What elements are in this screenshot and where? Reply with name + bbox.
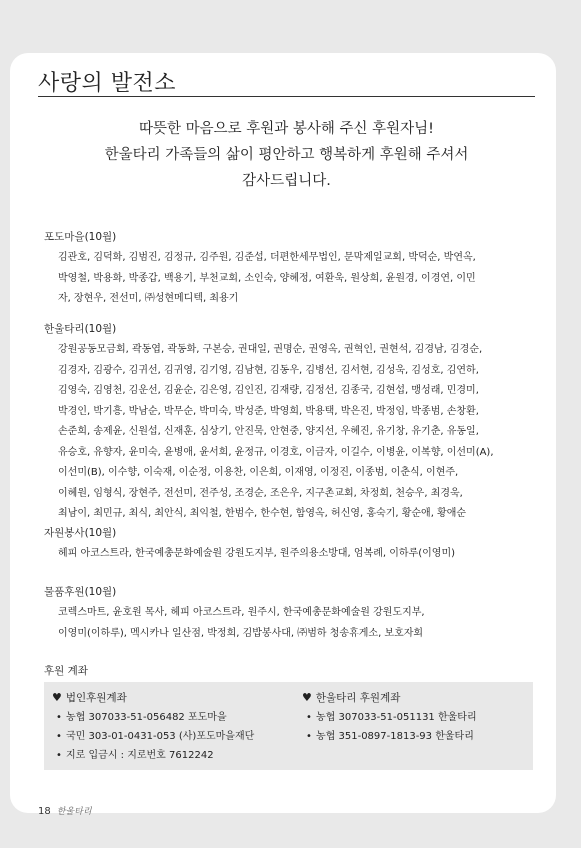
donor-line: 김관호, 김덕화, 김범진, 김정규, 김주원, 김준섭, 더편한세무법인, 문막제일교회, 박덕순, 박연옥, bbox=[58, 252, 476, 263]
section-title: 한울타리(10월) bbox=[44, 323, 117, 335]
accounts-title: 후원 계좌 bbox=[44, 665, 88, 677]
bullet-dot-icon: • bbox=[56, 712, 62, 723]
donor-list bbox=[44, 603, 550, 644]
hanultari-account-column bbox=[302, 688, 477, 746]
donor-line: 박영철, 박용화, 박종갑, 백용기, 부천교회, 소인숙, 양혜정, 여환욱, 원상희, 윤원경, 이경연, 이민 bbox=[58, 272, 476, 284]
thanks-line: 감사드립니다. bbox=[242, 173, 331, 189]
account-item: • 농협 307033-51-051131 한울타리 bbox=[302, 708, 477, 727]
account-heading: 한울타리 후원계좌 bbox=[315, 692, 401, 704]
corporate-account-column bbox=[52, 688, 254, 765]
donor-line: 박경인, 박기흥, 박남순, 박무순, 박미숙, 박성준, 박영희, 박용택, 박은진, 박정임, 박종범, 손창환, bbox=[58, 405, 479, 417]
account-item: • 지로 입금시 : 지로번호 7612242 bbox=[52, 746, 254, 765]
donor-line: 김경자, 김광수, 김귀선, 김귀영, 김기영, 김남현, 김동우, 김병선, 김서현, 김성욱, 김성호, 김연하, bbox=[58, 364, 479, 376]
donor-line: 이선미(B), 이수향, 이숙재, 이순정, 이용찬, 이은희, 이재영, 이정진, 이종범, 이춘식, 이현주, bbox=[58, 467, 459, 478]
section-goods bbox=[44, 584, 544, 644]
section-podomaeul bbox=[44, 229, 544, 310]
donor-line: 유승호, 유향자, 윤미숙, 윤병애, 윤서희, 윤정규, 이경호, 이금자, 이길수, 이병윤, 이복향, 이선미(A), bbox=[58, 446, 494, 458]
donor-line: 강원공동모금회, 곽동엽, 곽동화, 구본승, 권대일, 권명순, 권영옥, 권혁인, 권현석, 김경남, 김경순, bbox=[58, 344, 483, 355]
section-hanultari bbox=[44, 321, 544, 525]
title-divider bbox=[38, 96, 535, 97]
section-title: 포도마을(10월) bbox=[44, 231, 117, 243]
account-item: • 농협 307033-51-056482 포도마을 bbox=[52, 708, 254, 727]
account-item: • 농협 351-0897-1813-93 한울타리 bbox=[302, 727, 477, 746]
page-number: 18 bbox=[38, 806, 51, 817]
bullet-dot-icon: • bbox=[306, 712, 312, 723]
bullet-dot-icon: • bbox=[306, 731, 312, 742]
accounts-box bbox=[44, 682, 533, 770]
thanks-line: 따뜻한 마음으로 후원과 봉사해 주신 후원자님! bbox=[139, 121, 434, 137]
brand-logo: 한울타리 bbox=[56, 807, 92, 817]
section-title: 자원봉사(10월) bbox=[44, 527, 117, 539]
thanks-line: 한울타리 가족들의 삶이 평안하고 행복하게 후원해 주셔서 bbox=[104, 147, 469, 163]
page-title: 사랑의 발전소 bbox=[38, 71, 177, 96]
donor-line: 자, 장현우, 전선미, ㈜성현메디텍, 최용기 bbox=[58, 293, 239, 304]
page-footer bbox=[38, 804, 92, 817]
section-title: 물품후원(10월) bbox=[44, 586, 117, 598]
donor-line: 헤피 아코스트라, 한국예총문화예술원 강원도지부, 원주의용소방대, 엄복례, 이하루(이영미) bbox=[58, 548, 456, 559]
account-item: • 국민 303-01-0431-053 (사)포도마을재단 bbox=[52, 727, 254, 746]
donor-list bbox=[44, 340, 550, 525]
bullet-dot-icon: • bbox=[56, 731, 62, 742]
donor-line: 이영미(이하루), 멕시카나 일산점, 박정희, 김밥봉사대, ㈜범하 청송휴게소, 보호자회 bbox=[58, 627, 424, 639]
donor-line: 최남이, 최민규, 최식, 최안식, 최익철, 한범수, 한수현, 함영옥, 허신영, 홍숙기, 황순애, 황애순 bbox=[58, 508, 467, 519]
account-heading: 법인후원계좌 bbox=[65, 692, 127, 704]
bullet-dot-icon: • bbox=[56, 750, 62, 761]
donor-line: 이혜원, 임형식, 장현주, 전선미, 전주성, 조경순, 조은우, 지구촌교회, 차정희, 천승우, 최경욱, bbox=[58, 487, 463, 499]
donor-line: 코렉스마트, 윤호원 목사, 헤피 아코스트라, 원주시, 한국예총문화예술원 강원도지부, bbox=[58, 607, 425, 618]
heart-icon: ♥ bbox=[302, 691, 312, 704]
section-volunteer bbox=[44, 525, 544, 565]
donor-list bbox=[44, 544, 550, 565]
donor-line: 손준희, 송제윤, 신원섭, 신재훈, 심상기, 안진묵, 안현중, 양지선, 우혜진, 유기창, 유기춘, 유동일, bbox=[58, 426, 479, 437]
heart-icon: ♥ bbox=[52, 691, 62, 704]
thanks-message bbox=[38, 116, 535, 194]
donor-line: 김영숙, 김영천, 김운선, 김윤순, 김은영, 김인진, 김재량, 김정선, 김종국, 김현섭, 맹성래, 민경미, bbox=[58, 385, 479, 396]
donor-list bbox=[44, 248, 550, 310]
